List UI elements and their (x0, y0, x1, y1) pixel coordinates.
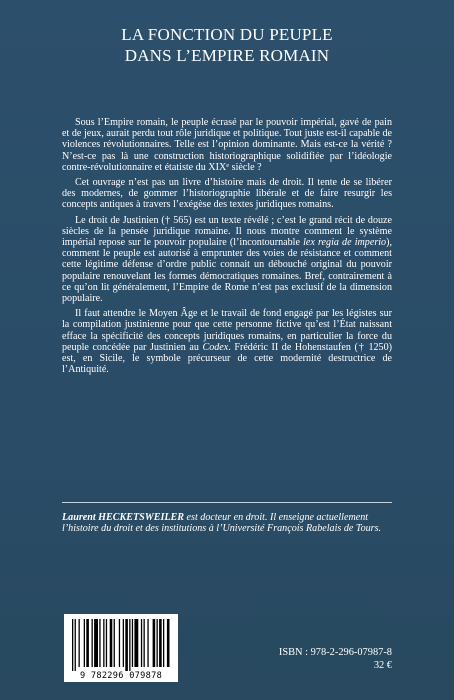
author-bio (62, 512, 392, 535)
barcode-bar (86, 619, 89, 667)
book-title (0, 24, 454, 66)
summary-paragraph-4: Il faut attendre le Moyen Âge et le travail de fond engagé par les légistes sur la compilation justinienne pour que cette personne fictive qu’est l’État naissant efface la spécificité des concepts juridiques romains, en particulier la force du peuple concédée par Justinien au Codex. Frédéric II de Hohenstaufen († 1250) est, en Sicile, le symbole précurseur de cette modernité destructrice de l’Antiquité. (62, 308, 393, 376)
barcode-bar (84, 619, 85, 667)
barcode-bars (64, 614, 178, 672)
barcode-bar (125, 619, 128, 671)
barcode-bar (159, 619, 162, 667)
barcode-bar (119, 619, 120, 667)
barcode-bar (123, 619, 124, 667)
summary-paragraph-1: Sous l’Empire romain, le peuple écrasé par le pouvoir impérial, gavé de pain et de jeux, aurait perdu tout rôle juridique et politique. Tout juste est-il capable de violences révolutionnaires. Telle est l’opinion dominante. Mais est-ce la vérité ? N’est-ce pas là une construction historiographique solidifiée par l’idéologie contre-révolutionnaire et étatiste du XIXe siècle ? (62, 117, 392, 173)
barcode-bar (110, 619, 113, 667)
barcode-bar (103, 619, 104, 667)
summary-text (62, 117, 392, 375)
summary-paragraph-2: Cet ouvrage n’est pas un livre d’histoire mais de droit. Il tente de se libérer des modernes, de gommer l’historiographie libérale et de faire resurgir les concepts antiques à travers l’exégèse des textes juridiques romains. (62, 177, 392, 211)
barcode-digits: 9 782296 079878 (79, 671, 163, 681)
barcode-bar (144, 619, 145, 667)
title-line-1: LA FONCTION DU PEUPLE (121, 25, 333, 44)
barcode-bar (75, 619, 76, 671)
summary-paragraph-3: Le droit de Justinien († 565) est un texte révélé ; c’est le grand récit de douze siècles de la pensée juridique romaine. Il nous montre comment le système impérial repose sur le pouvoir populaire (l’incontournable lex regia de imperio), comment le peuple est autorisé à emprunter des voies de résistance et comment cette légitime défense d’ordre public connait un débouché original du pouvoir populaire renouvelant les formes démocratiques romaines. Bref, contrairement à ce qu’on lit généralement, l’Empire de Rome n’est pas exclusif de la dimension populaire. (62, 214, 392, 305)
barcode-bar (132, 619, 133, 667)
barcode-bar (134, 619, 138, 667)
author-description: est docteur en droit. Il enseigne actuellement l’histoire du droit et des institutions à l’Université François Rabelais de Tours. (62, 512, 382, 535)
barcode-bar (72, 619, 73, 671)
title-line-2: DANS L’EMPIRE ROMAIN (124, 46, 330, 65)
barcode-bar (167, 619, 170, 667)
barcode-bar (79, 619, 80, 667)
barcode-bar (114, 619, 115, 667)
author-name: Laurent HECKETSWEILER (62, 512, 185, 523)
barcode-bar (92, 619, 93, 667)
barcode-bar (153, 619, 156, 667)
price: 32 € (373, 660, 392, 671)
barcode-bar (129, 619, 130, 671)
barcode-bar (163, 619, 164, 667)
barcode-bar (157, 619, 158, 667)
divider (62, 502, 392, 503)
barcode-bar (147, 619, 148, 667)
barcode-bar (94, 619, 98, 667)
barcode-bar (106, 619, 107, 667)
barcode (64, 614, 178, 682)
publication-info (192, 646, 392, 672)
isbn: ISBN : 978-2-296-07987-8 (278, 647, 392, 658)
barcode-bar (141, 619, 142, 667)
barcode-bar (99, 619, 100, 667)
